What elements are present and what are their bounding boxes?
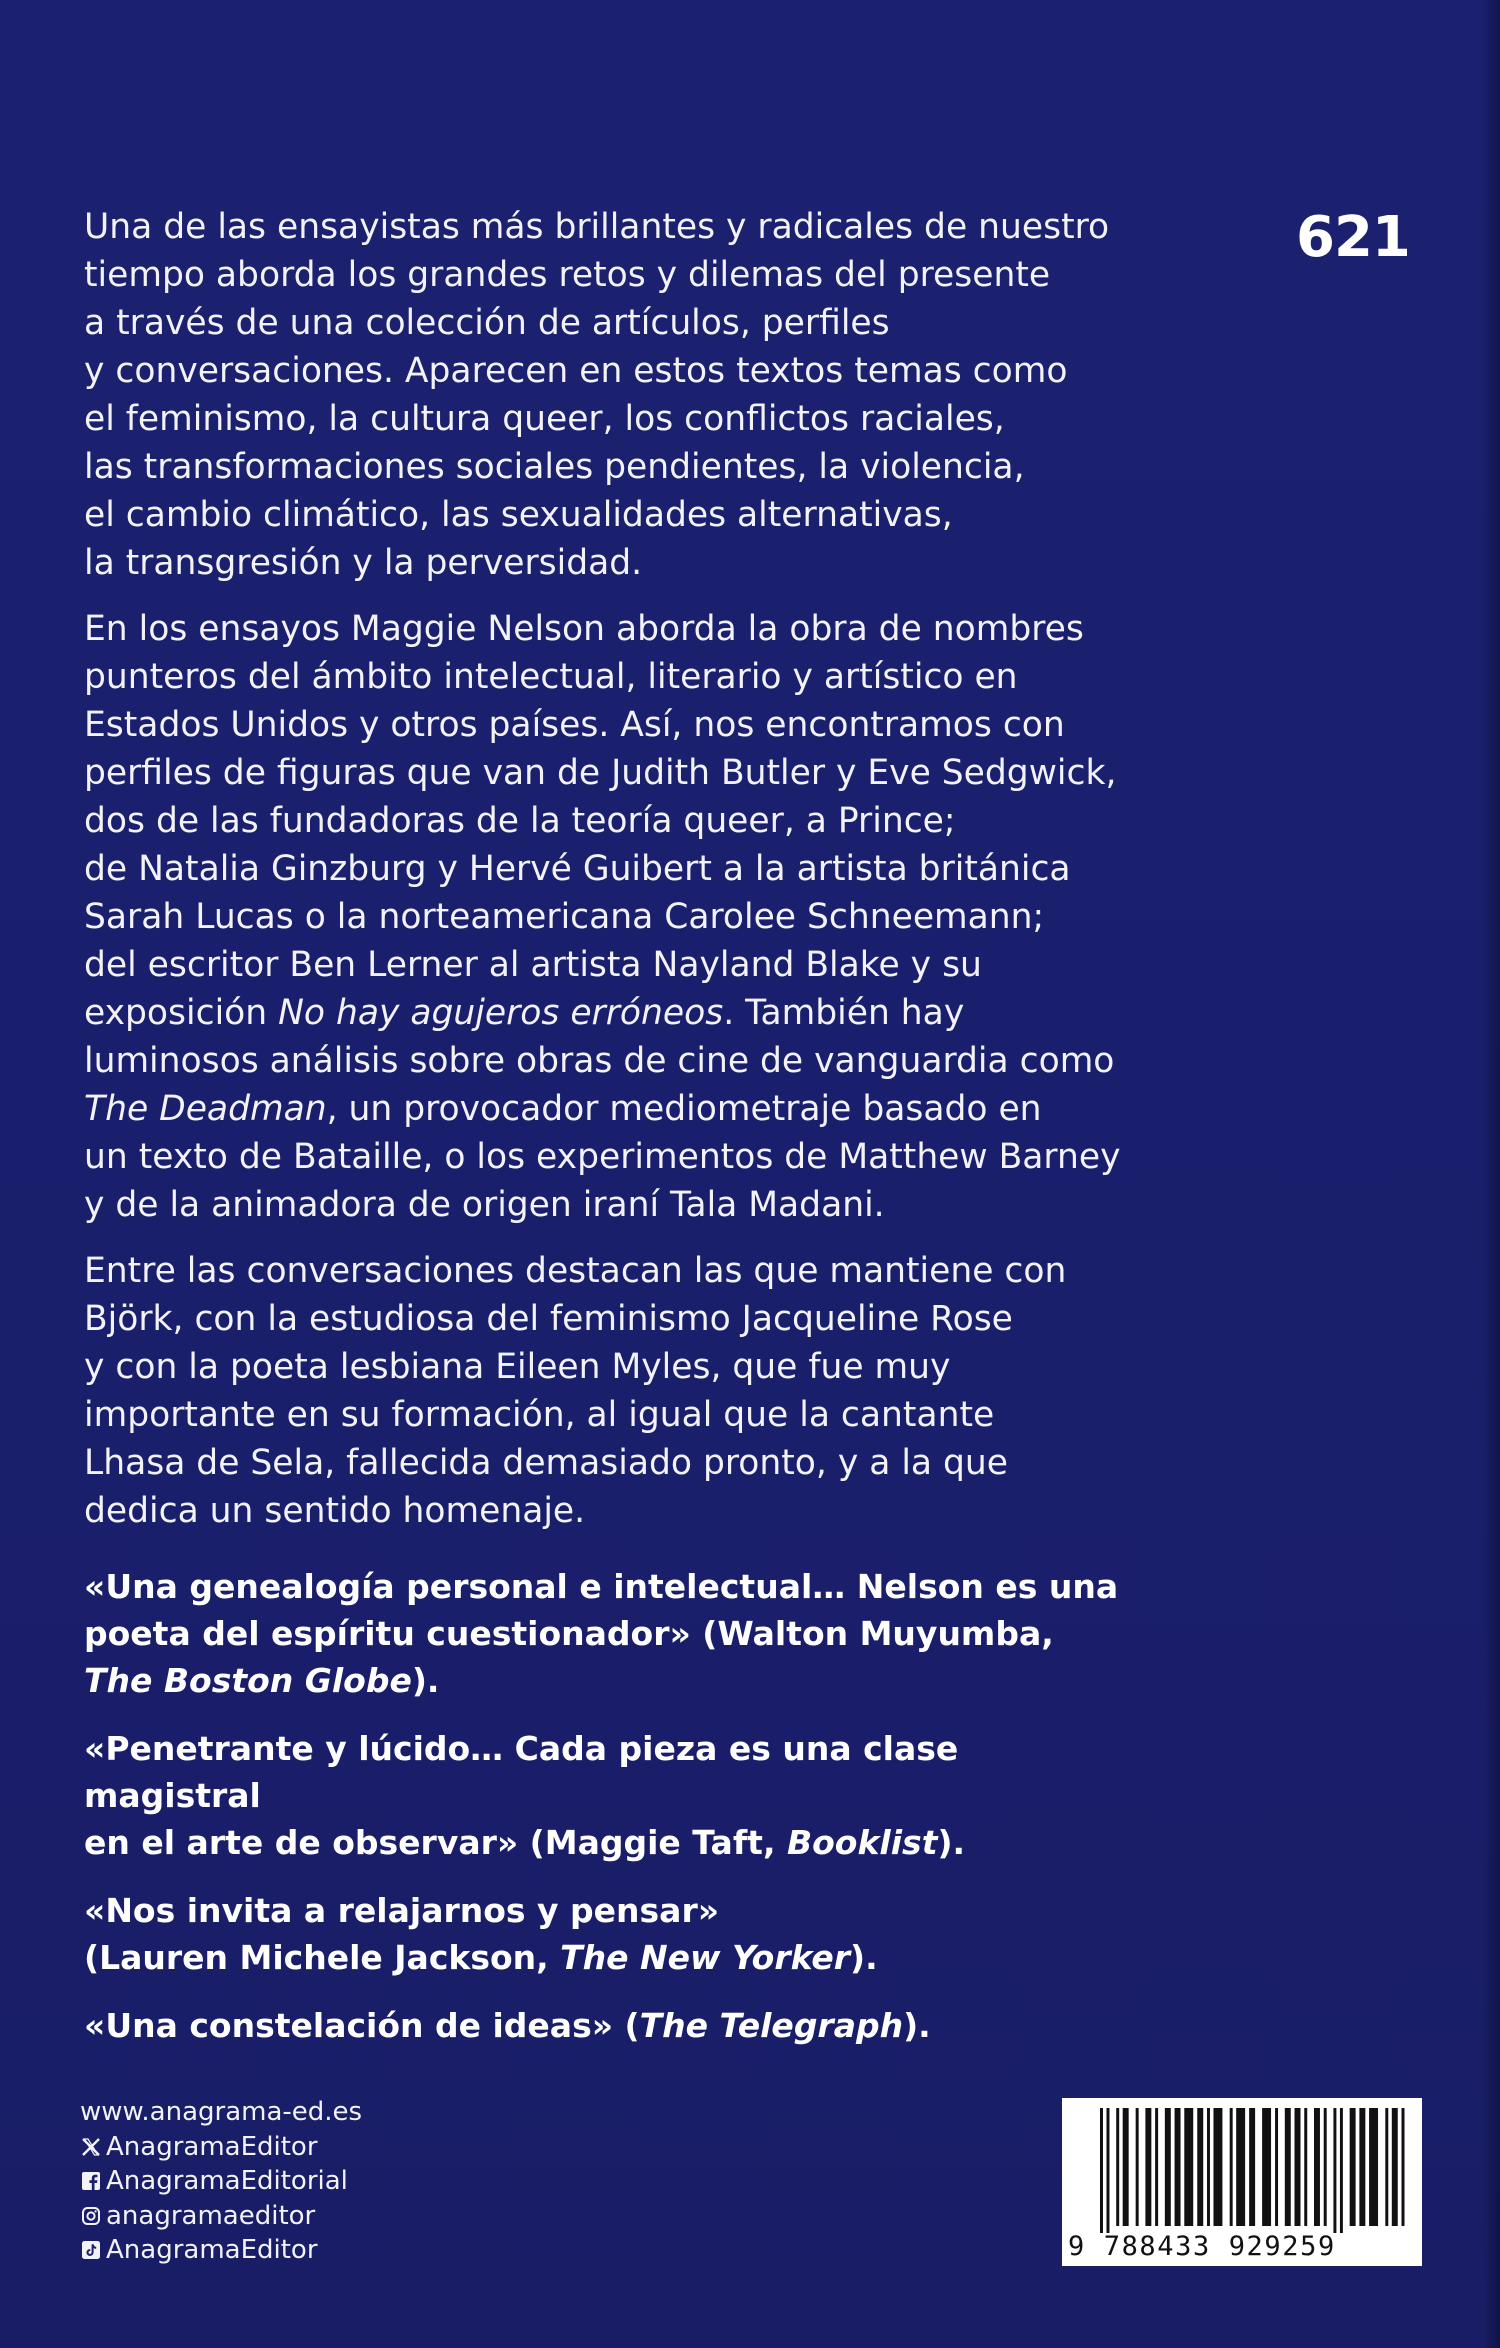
barcode-bar — [1385, 2108, 1388, 2226]
instagram-icon — [80, 2205, 102, 2227]
text-segment: «Nos invita a relajarnos y pensar» (Lauren Michele Jackson, — [84, 1891, 720, 1977]
synopsis-paragraph-3 — [84, 1247, 1134, 1535]
barcode-bar — [1314, 2108, 1320, 2226]
synopsis-paragraph-1 — [84, 203, 1134, 587]
text-segment: Una de las ensayistas más brillantes y radicales de nuestro tiempo aborda los grandes retos y dilemas del presente a través de una colección de artículos, perfiles y conversaciones. Aparecen en estos textos temas como el feminismo, la cultura queer, los conflictos raciales, las transformaciones sociales pendientes, la violencia, el cambio climático, las sexualidades alternativas, la transgresión y la perversidad. — [84, 207, 1110, 583]
barcode-bar — [1275, 2108, 1278, 2226]
press-quote-4 — [84, 2002, 1134, 2049]
text-segment: En los ensayos Maggie Nelson aborda la obra de nombres punteros del ámbito intelectual, literario y artístico en Estados Unidos y otros países. Así, nos encontramos con perfiles de figuras que van de Judith Butler y Eve Sedgwick, dos de las fundadoras de la teoría queer, a Prince; de Natalia Ginzburg y Hervé Guibert a la artista británica Sarah Lucas o la norteamericana Carolee Schneemann; del escritor Ben Lerner al artista Nayland Blake y su exposición — [84, 609, 1117, 1033]
barcode-guard-bar — [1340, 2108, 1343, 2233]
barcode-bar — [1359, 2108, 1365, 2226]
barcode-bar — [1207, 2108, 1210, 2226]
press-quotes — [84, 1563, 1134, 2049]
barcode-bar — [1295, 2108, 1301, 2226]
barcode-guard-bar — [1100, 2108, 1103, 2233]
tiktok-icon — [80, 2239, 102, 2261]
barcode-bar — [1165, 2108, 1171, 2226]
blurb — [84, 203, 1134, 2070]
barcode-bar — [1230, 2108, 1233, 2226]
isbn-digits: 9 788433 929259 — [1068, 2231, 1336, 2262]
barcode-bars — [1062, 2098, 1422, 2233]
text-segment: Entre las conversaciones destacan las que mantiene con Björk, con la estudiosa del feminismo Jacqueline Rose y con la poeta lesbiana Eileen Myles, que fue muy importante en su formación, al igual que la cantante Lhasa de Sela, fallecida demasiado pronto, y a la que dedica un sentido homenaje. — [84, 1251, 1067, 1531]
barcode-bar — [1350, 2108, 1356, 2226]
italic-title: The Deadman — [84, 1089, 327, 1129]
barcode-bar — [1123, 2108, 1129, 2226]
text-segment: ). — [850, 1938, 878, 1977]
barcode-bar — [1402, 2108, 1405, 2226]
x-row[interactable] — [80, 2130, 362, 2165]
barcode-bar — [1324, 2108, 1327, 2226]
tiktok-handle[interactable]: AnagramaEditor — [106, 2235, 318, 2265]
barcode-bar — [1262, 2108, 1271, 2226]
barcode-bar — [1116, 2108, 1119, 2226]
synopsis — [84, 203, 1134, 1535]
barcode-bar — [1249, 2108, 1255, 2226]
x-logo-icon — [80, 2136, 102, 2158]
barcode-bar — [1184, 2108, 1193, 2226]
barcode-guard-bar — [1333, 2108, 1336, 2233]
italic-title: The New Yorker — [560, 1938, 851, 1977]
press-quote-2 — [84, 1725, 1134, 1866]
text-segment: ). — [903, 2006, 931, 2045]
italic-title: The Telegraph — [639, 2006, 904, 2045]
text-segment: «Una genealogía personal e intelectual… Nelson es una poeta del espíritu cuestionador» (Walton Muyumba, — [84, 1567, 1119, 1653]
instagram-handle[interactable]: anagramaeditor — [106, 2200, 316, 2231]
barcode-guard-bar — [1106, 2108, 1109, 2233]
barcode-bar — [1197, 2108, 1203, 2226]
barcode-bar — [1285, 2108, 1291, 2226]
series-number: 621 — [1296, 205, 1410, 270]
barcode-bar — [1145, 2108, 1151, 2226]
facebook-handle[interactable]: AnagramaEditorial — [106, 2166, 348, 2196]
text-segment: ). — [411, 1661, 440, 1700]
isbn-barcode — [1062, 2098, 1422, 2266]
website-row[interactable] — [80, 2095, 362, 2130]
instagram-row[interactable] — [80, 2199, 362, 2234]
barcode-bar — [1304, 2108, 1307, 2226]
barcode-bar — [1155, 2108, 1158, 2226]
barcode-bar — [1369, 2108, 1378, 2226]
x-handle[interactable]: AnagramaEditor — [106, 2131, 318, 2162]
text-segment: «Una constelación de ideas» ( — [84, 2006, 640, 2045]
text-segment: ). — [937, 1823, 966, 1862]
italic-title: Booklist — [786, 1823, 938, 1862]
barcode-bar — [1213, 2108, 1222, 2226]
text-segment: , un provocador mediometraje basado en un texto de Bataille, o los experimentos de Matthew Barney y de la animadora de origen iraní Tala Madani. — [84, 1089, 1121, 1225]
text-segment: . También hay luminosos análisis sobre obras de cine de vanguardia como — [84, 993, 1115, 1081]
facebook-icon — [80, 2170, 102, 2192]
barcode-bar — [1392, 2108, 1398, 2226]
barcode-bar — [1136, 2108, 1139, 2226]
italic-title: The Boston Globe — [84, 1661, 412, 1700]
synopsis-paragraph-2 — [84, 605, 1134, 1229]
website-link[interactable]: www.anagrama-ed.es — [80, 2097, 363, 2127]
text-segment: «Penetrante y lúcido… Cada pieza es una clase magistral en el arte de observar» (Maggie Taft, — [84, 1729, 959, 1862]
facebook-row[interactable] — [80, 2164, 362, 2199]
press-quote-1 — [84, 1563, 1134, 1704]
tiktok-row[interactable] — [80, 2233, 362, 2268]
barcode-bar — [1175, 2108, 1181, 2226]
barcode-bar — [1236, 2108, 1245, 2226]
italic-title: No hay agujeros erróneos — [278, 993, 724, 1033]
publisher-contacts — [80, 2095, 362, 2268]
press-quote-3 — [84, 1887, 1134, 1981]
